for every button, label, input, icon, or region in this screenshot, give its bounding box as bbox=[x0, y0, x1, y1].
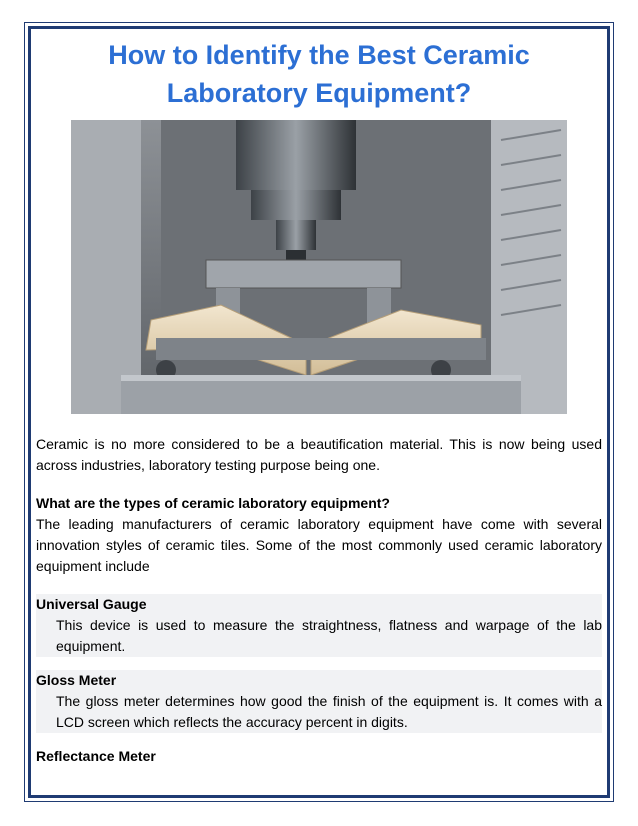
item-heading-universal-gauge: Universal Gauge bbox=[36, 594, 602, 615]
types-heading: What are the types of ceramic laboratory equipment? bbox=[36, 495, 390, 511]
item-heading-reflectance-meter: Reflectance Meter bbox=[36, 748, 156, 764]
item-text-gloss-meter: The gloss meter determines how good the finish of the equipment is. It comes with a LCD screen which reflects the accuracy percent in digits. bbox=[36, 691, 602, 733]
item-text-universal-gauge: This device is used to measure the straightness, flatness and warpage of the lab equipment. bbox=[36, 615, 602, 657]
intro-paragraph: Ceramic is no more considered to be a beautification material. This is now being used across industries, laboratory testing purpose being one. bbox=[36, 436, 602, 473]
page-title: How to Identify the Best Ceramic Laboratory Equipment? bbox=[108, 40, 530, 108]
types-paragraph: The leading manufacturers of ceramic laboratory equipment have come with several innovation styles of ceramic tiles. Some of the most commonly used ceramic laboratory equipment include bbox=[36, 516, 602, 574]
item-heading-gloss-meter: Gloss Meter bbox=[36, 670, 602, 691]
ceramic-test-machine-photo bbox=[71, 120, 567, 414]
article-body bbox=[36, 434, 602, 767]
